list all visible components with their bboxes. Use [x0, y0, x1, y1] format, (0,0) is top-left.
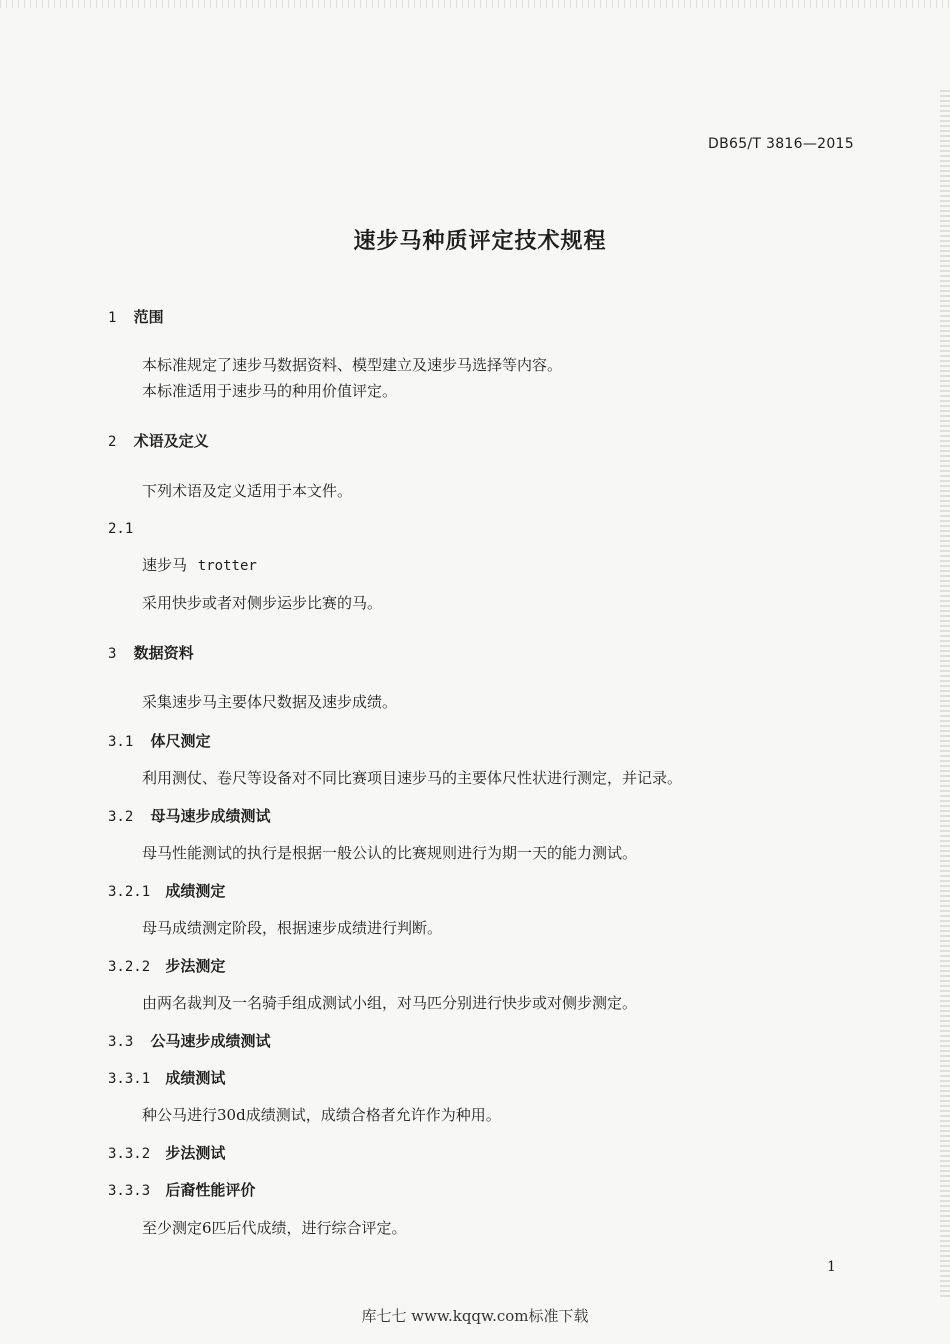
scan-edge-right [940, 90, 950, 1300]
section-1-paragraph-2: 本标准适用于速步马的种用价值评定。 [142, 382, 398, 400]
section-title: 范围 [133, 308, 164, 326]
section-number: 3.2.1 [108, 884, 151, 900]
section-number: 3.2 [108, 809, 134, 825]
section-number: 3.3.3 [108, 1183, 151, 1199]
section-1-paragraph-1: 本标准规定了速步马数据资料、模型建立及速步马选择等内容。 [142, 356, 563, 374]
section-title: 术语及定义 [133, 432, 209, 450]
page-number: 1 [827, 1259, 836, 1275]
section-title: 步法测试 [165, 1144, 226, 1162]
section-title: 母马速步成绩测试 [150, 807, 271, 825]
clause-3-2-2-paragraph: 由两名裁判及一名骑手组成测试小组，对马匹分别进行快步或对侧步测定。 [142, 994, 638, 1012]
scan-edge-top [0, 0, 950, 8]
section-number: 3 [108, 646, 117, 662]
section-title: 成绩测定 [165, 882, 226, 900]
section-3-heading [108, 646, 194, 661]
clause-3-2-heading [108, 809, 271, 824]
clause-3-3-1-paragraph: 种公马进行30d成绩测试，成绩合格者允许作为种用。 [142, 1106, 501, 1124]
section-title: 体尺测定 [150, 732, 211, 750]
clause-3-2-1-heading [108, 884, 225, 899]
section-number: 3.2.2 [108, 959, 151, 975]
section-title: 数据资料 [133, 644, 194, 662]
section-title: 成绩测试 [165, 1069, 226, 1087]
clause-3-2-2-heading [108, 959, 225, 974]
section-3-paragraph-1: 采集速步马主要体尺数据及速步成绩。 [142, 693, 398, 711]
section-2-paragraph-1: 下列术语及定义适用于本文件。 [142, 482, 353, 500]
section-1-heading [108, 310, 164, 325]
section-number: 3.3 [108, 1034, 134, 1050]
footer-watermark: 库七七 www.kqqw.com标准下载 [361, 1307, 589, 1325]
section-number: 3.3.2 [108, 1146, 151, 1162]
clause-3-2-1-paragraph: 母马成绩测定阶段，根据速步成绩进行判断。 [142, 919, 443, 937]
clause-3-3-2-heading [108, 1146, 225, 1161]
section-number: 3.3.1 [108, 1071, 151, 1087]
section-number: 1 [108, 310, 117, 326]
clause-3-1-paragraph: 利用测仗、卷尺等设备对不同比赛项目速步马的主要体尺性状进行测定，并记录。 [142, 769, 683, 787]
clause-3-3-heading [108, 1034, 271, 1049]
term-english: trotter [197, 558, 257, 574]
clause-2-1-number: 2.1 [108, 521, 134, 537]
clause-3-2-paragraph: 母马性能测试的执行是根据一般公认的比赛规则进行为期一天的能力测试。 [142, 844, 638, 862]
document-title: 速步马种质评定技术规程 [353, 229, 607, 254]
clause-3-3-3-heading [108, 1183, 255, 1198]
section-2-heading [108, 434, 209, 449]
section-title: 步法测定 [165, 957, 226, 975]
section-number: 3.1 [108, 734, 134, 750]
clause-3-1-heading [108, 734, 211, 749]
term-definition: 采用快步或者对侧步运步比赛的马。 [142, 594, 383, 612]
clause-3-3-1-heading [108, 1071, 225, 1086]
section-title: 后裔性能评价 [165, 1181, 256, 1199]
section-title: 公马速步成绩测试 [150, 1032, 271, 1050]
term-entry [142, 558, 257, 573]
standard-code: DB65/T 3816—2015 [708, 136, 854, 152]
section-number: 2 [108, 434, 117, 450]
clause-3-3-3-paragraph: 至少测定6匹后代成绩，进行综合评定。 [142, 1219, 407, 1237]
term-chinese: 速步马 [142, 556, 188, 574]
